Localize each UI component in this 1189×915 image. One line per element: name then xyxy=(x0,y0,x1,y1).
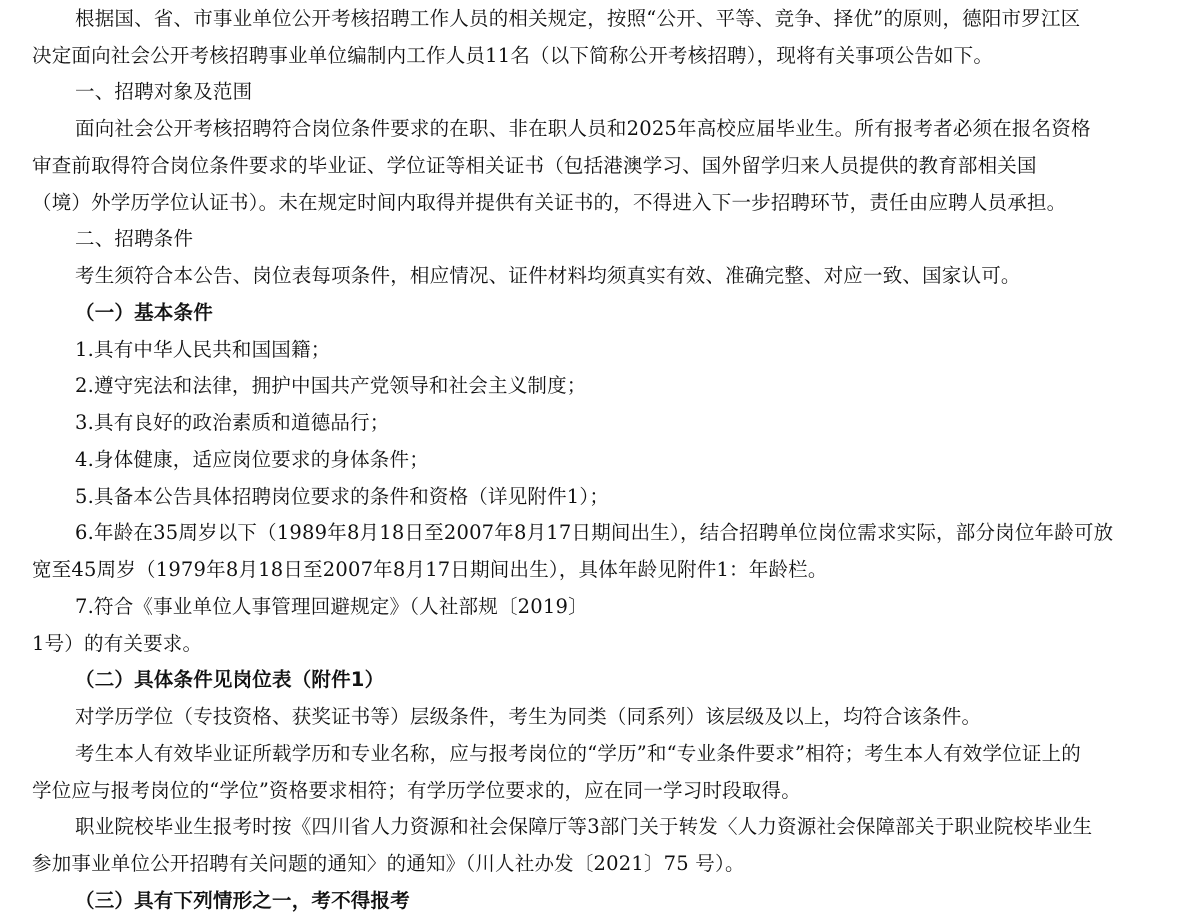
condition-item-4: 4.身体健康，适应岗位要求的身体条件； xyxy=(75,448,429,471)
paragraph-intro-line-1: 根据国、省、市事业单位公开考核招聘工作人员的相关规定，按照“公开、平等、竞争、择优”的原则，德阳市罗江区 xyxy=(75,7,1081,30)
condition-item-1: 1.具有中华人民共和国国籍； xyxy=(75,338,331,361)
subheading-disqualifications: （三）具有下列情形之一，考不得报考 xyxy=(75,889,410,912)
condition-item-3: 3.具有良好的政治素质和道德品行； xyxy=(75,411,390,434)
condition-item-6-line-2: 宽至45周岁（1979年8月18日至2007年8月17日期间出生），具体年龄见附件1：年龄栏。 xyxy=(32,558,828,581)
paragraph-scope-line-3: （境）外学历学位认证书）。未在规定时间内取得并提供有关证书的，不得进入下一步招聘环节，责任由应聘人员承担。 xyxy=(32,191,1067,214)
paragraph-scope-line-1: 面向社会公开考核招聘符合岗位条件要求的在职、非在职人员和2025年高校应届毕业生。所有报考者必须在报名资格 xyxy=(75,117,1091,140)
paragraph-intro-line-2: 决定面向社会公开考核招聘事业单位编制内工作人员11名（以下简称公开考核招聘），现将有关事项公告如下。 xyxy=(32,44,994,67)
condition-item-2: 2.遵守宪法和法律，拥护中国共产党领导和社会主义制度； xyxy=(75,374,587,397)
paragraph-degree-levels: 对学历学位（专技资格、获奖证书等）层级条件，考生为同类（同系列）该层级及以上，均符合该条件。 xyxy=(75,705,982,728)
subheading-specific-conditions: （二）具体条件见岗位表（附件1） xyxy=(75,668,385,691)
condition-item-7-line-2: 1号）的有关要求。 xyxy=(32,632,203,655)
subheading-basic-conditions: （一）基本条件 xyxy=(75,301,213,324)
section-heading-recruitment-conditions: 二、招聘条件 xyxy=(75,227,194,250)
condition-item-5: 5.具备本公告具体招聘岗位要求的条件和资格（详见附件1）； xyxy=(75,485,610,508)
section-heading-recruitment-scope: 一、招聘对象及范围 xyxy=(75,80,253,103)
paragraph-diploma-line-1: 考生本人有效毕业证所载学历和专业名称，应与报考岗位的“学历”和“专业条件要求”相符；考生本人有效学位证上的 xyxy=(75,742,1081,765)
paragraph-conditions-intro: 考生须符合本公告、岗位表每项条件，相应情况、证件材料均须真实有效、准确完整、对应一致、国家认可。 xyxy=(75,264,1021,287)
paragraph-vocational-line-1: 职业院校毕业生报考时按《四川省人力资源和社会保障厅等3部门关于转发〈人力资源社会保障部关于职业院校毕业生 xyxy=(75,815,1093,838)
paragraph-scope-line-2: 审查前取得符合岗位条件要求的毕业证、学位证等相关证书（包括港澳学习、国外留学归来人员提供的教育部相关国 xyxy=(32,154,1037,177)
paragraph-vocational-line-2: 参加事业单位公开招聘有关问题的通知〉的通知》（川人社办发〔2021〕75 号）。 xyxy=(32,852,745,875)
condition-item-7-line-1: 7.符合《事业单位人事管理回避规定》（人社部规〔2019〕 xyxy=(75,595,588,618)
paragraph-diploma-line-2: 学位应与报考岗位的“学位”资格要求相符；有学历学位要求的，应在同一学习时段取得。 xyxy=(32,779,801,802)
condition-item-6-line-1: 6.年龄在35周岁以下（1989年8月18日至2007年8月17日期间出生），结合招聘单位岗位需求实际，部分岗位年龄可放 xyxy=(75,521,1114,544)
